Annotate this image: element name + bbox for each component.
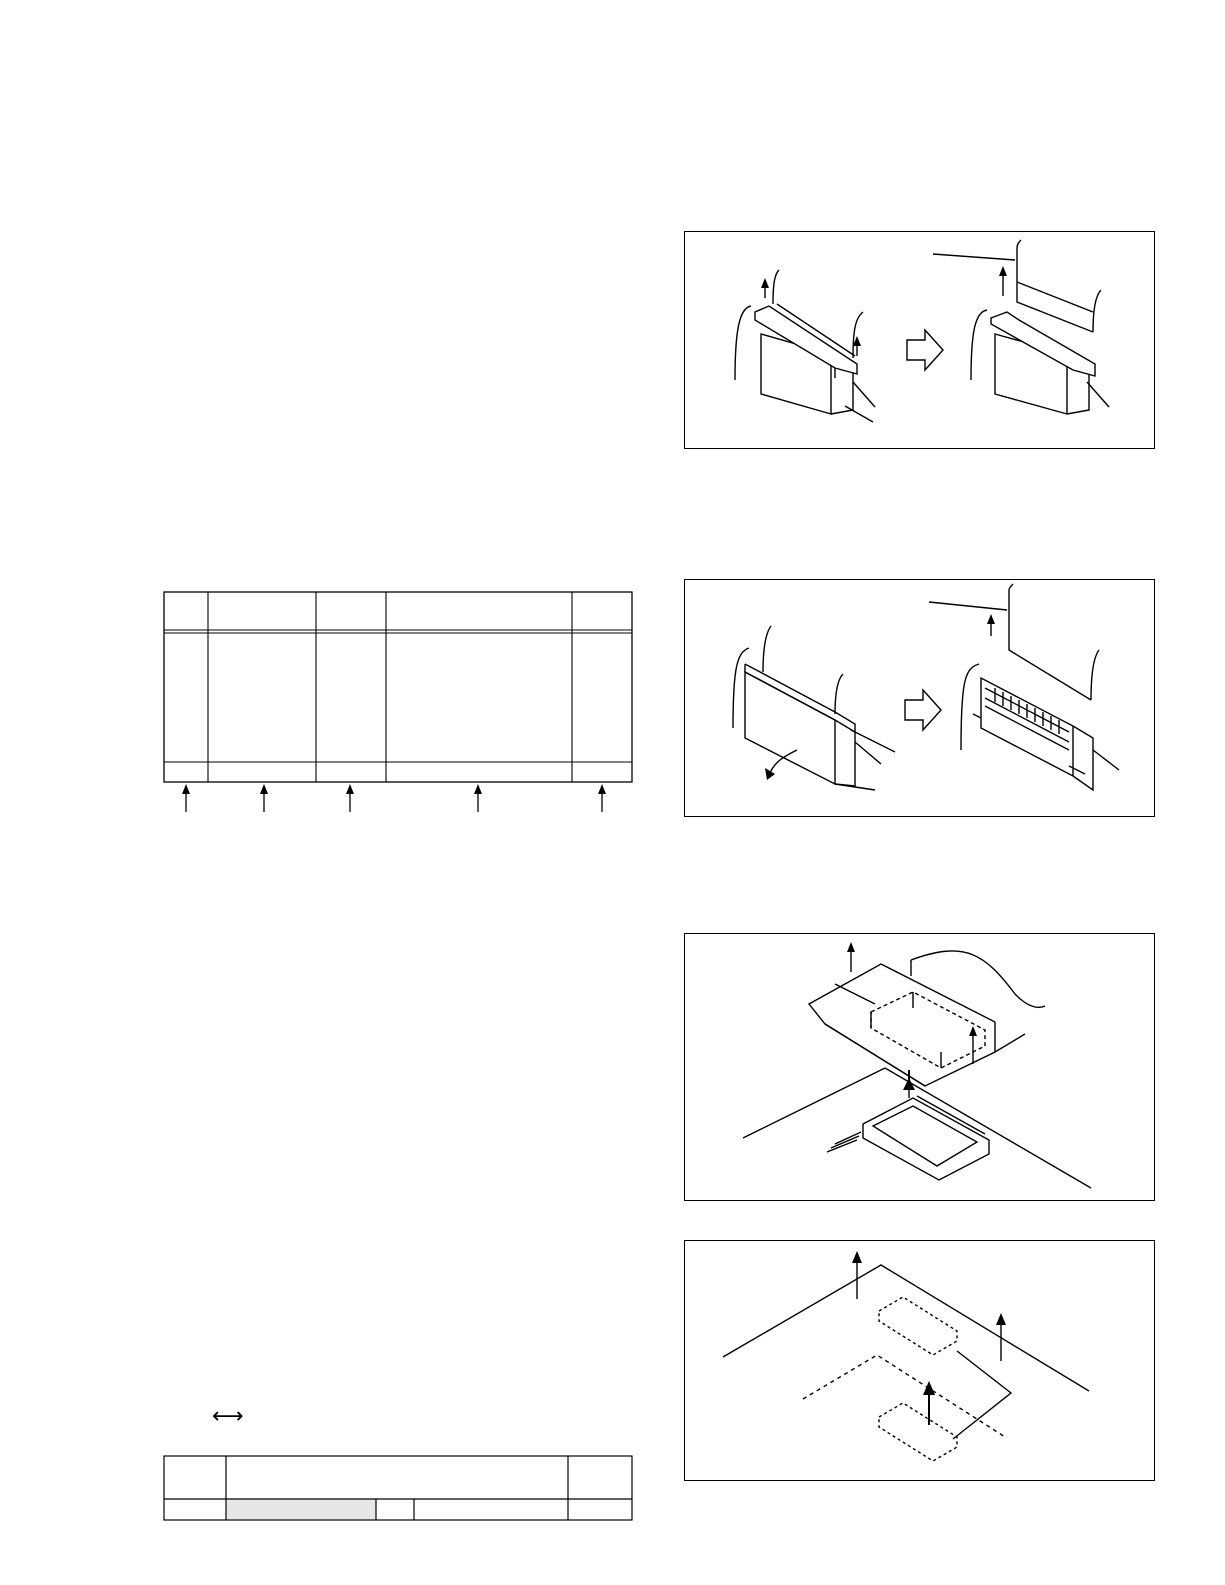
figure-connector-slide-lock [684, 231, 1155, 449]
figure-board-separation [684, 1240, 1155, 1481]
figure-board-separation-drawing [685, 1241, 1156, 1482]
parts-table [160, 590, 640, 820]
figure-flex-cable-removal [684, 933, 1155, 1201]
figure-connector-flip-lock [684, 579, 1155, 817]
bottom-table [160, 1454, 640, 1524]
shaded-cell [226, 1499, 376, 1519]
figure-slide-lock-drawing [685, 232, 1156, 450]
figure-flip-lock-drawing [685, 580, 1156, 818]
figure-flex-cable-drawing [685, 934, 1156, 1202]
double-arrow-icon: ⟷ [212, 1404, 244, 1429]
